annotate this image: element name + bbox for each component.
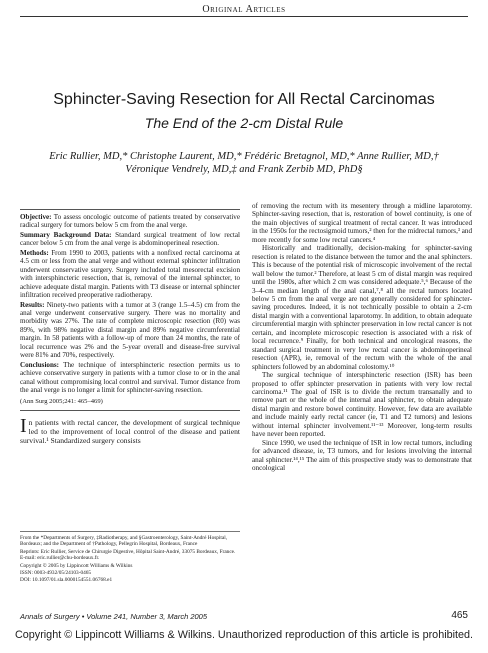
body-paragraph-1: of removing the rectum with its mesentery through a midline laparotomy. Sphincter-saving resection, that is, restoration of bowel continuity, is one of the main objectives of surgical treatment of rectal cancer. It was introduced in the 1950s for the rectosigmoid tumors,² then for the midrectal tumors,³ and more recently for some low rectal cancers.⁴ [252, 202, 472, 244]
footnotes [20, 531, 240, 585]
methods-text: From 1990 to 2003, patients with a nonfixed rectal carcinoma at 4.5 cm or less from the anal verge and without external sphincter infiltration underwent conservative surgery. Surgery included total mesorectal excision with intersphincteric resection, that is, removal of the internal sphincter, to achieve adequate distal margin. Patients with T3 disease or internal sphincter infiltration received preoperative radiotherapy. [20, 248, 240, 300]
footnote-affiliation: From the *Departments of Surgery, ‡Radiotherapy, and §Gastroenterology, Saint-André Hospital, Bordeaux; and the Department of †Pathology, Pellegrin Hospital, Bordeaux, France [20, 535, 228, 548]
journal-footer: Annals of Surgery • Volume 241, Number 3, March 2005 [20, 612, 208, 621]
methods-label: Methods: [20, 248, 49, 257]
results-label: Results: [20, 300, 45, 309]
footnote-copyright: Copyright © 2005 by Lippincott Williams & Wilkins [20, 562, 133, 569]
background-text: Standard surgical treatment of low rectal cancer below 5 cm from the anal verge is abdominoperineal resection. [20, 230, 240, 248]
abstract-conclusions [20, 361, 240, 395]
body-paragraph-3: The surgical technique of intersphincteric resection (ISR) has been proposed to offer sphincter preservation in patients with very low rectal carcinoma.¹¹ The goal of ISR is to divide the rectum transanally and to remove part or the whole of the internal anal sphincter, to obtain adequate distal margin and restore bowel continuity. However, few data are available and include mainly early rectal cancer (ie, T1 and T2 tumors) and lesions without internal sphincter involvement.¹¹⁻¹³ Moreover, long-term results have never been reported. [252, 371, 472, 439]
body-paragraph-4: Since 1990, we used the technique of ISR in low rectal tumors, including for advanced disease, ie, T3 tumors, and for lesions involving the internal anal sphincter.¹⁴,¹⁵ The aim of this prospective study was to demonstrate that oncological [252, 438, 472, 473]
header-rule [20, 16, 468, 17]
abstract-methods [20, 249, 240, 300]
abstract-objective [20, 213, 240, 230]
abstract-background [20, 231, 240, 248]
author-line-1: Eric Rullier, MD,* Christophe Laurent, MD,* Frédéric Bretagnol, MD,* Anne Rullier, MD,† [49, 151, 439, 162]
copyright-banner: Copyright © Lippincott Williams & Wilkins. Unauthorized reproduction of this article is prohibited. [14, 629, 474, 641]
abstract-citation: (Ann Surg 2005;241: 465–469) [20, 397, 103, 405]
author-list [0, 150, 488, 176]
footnote-issn: ISSN: 0003-4932/05/24103-0465 [20, 570, 92, 577]
author-line-2: Véronique Vendrely, MD,‡ and Frank Zerbib MD, PhD§ [125, 164, 363, 175]
article-title: Sphincter-Saving Resection for All Rectal Carcinomas [53, 91, 435, 108]
intro-paragraph [20, 414, 240, 445]
article-subtitle: The End of the 2-cm Distal Rule [144, 115, 344, 131]
background-label: Summary Background Data: [20, 230, 112, 239]
right-column [252, 202, 472, 473]
conclusions-label: Conclusions: [20, 360, 60, 369]
footnote-reprints: Reprints: Eric Rullier, Service de Chirurgie Digestive, Hôpital Saint-André, 33075 Bordeaux, France. E-mail: eric.rullier@chu-bordeaux.fr. [20, 548, 236, 562]
footnote-doi: DOI: 10.1097/01.sla.0000154551.06768.e1 [20, 577, 113, 584]
abstract-results [20, 301, 240, 360]
section-header: Original Articles [202, 4, 286, 15]
drop-cap: I [20, 414, 27, 437]
abstract [20, 209, 240, 411]
body-paragraph-2: Historically and traditionally, decision-making for sphincter-saving resection is related to the distance between the tumor and the anal sphincters. This is because of the potential risk of microscopic involvement of the rectal wall below the tumor.² Therefore, at least 5 cm of distal margin was required until the 1980s, after which 2 cm was considered adequate.⁵,⁶ Because of the 3–4-cm median length of the anal canal,⁷,⁸ all the rectal tumors located below 5 cm from the anal verge are not generally considered for sphincter-saving procedures. Indeed, it is not technically possible to obtain a 2-cm distal margin with a conventional laparotomy. In addition, to obtain adequate circumferential margin with sphincter preservation in low rectal cancer is not certain, and incomplete microscopic resection is associated with a risk of local recurrence.⁹ Finally, for both technical and oncological reasons, the standard surgical treatment in very low rectal cancer is abdominoperineal resection (APR), ie, removal of the rectum with the whole of the anal sphincters followed by an abdominal colostomy.¹⁰ [252, 244, 472, 371]
objective-text: To assess oncologic outcome of patients treated by conservative radical surgery for tumors below 5 cm from the anal verge. [20, 213, 240, 230]
intro-text: n patients with rectal cancer, the development of surgical technique led to the improvement of local control of the disease and patient survival.¹ Standardized surgery consists [20, 417, 240, 445]
page-number: 465 [451, 610, 468, 621]
objective-label: Objective: [20, 213, 52, 221]
results-text: Ninety-two patients with a tumor at 3 (range 1.5–4.5) cm from the anal verge underwent conservative surgery. There was no mortality and morbidity was 27%. The rate of complete microscopic resection (R0) was 89%, with 98% negative distal margin and 89% negative circumferential margin. In 58 patients with a follow-up of more than 24 months, the rate of local recurrence was 2% and the 5-year overall and disease-free survival were 81% and 70%, respectively. [20, 300, 240, 360]
conclusions-text: The technique of intersphincteric resection permits us to achieve conservative surgery in patients with a tumor close to or in the anal canal without compromising local control and survival. Tumor distance from the anal verge is no longer a limit for sphincter-saving resection. [20, 360, 240, 395]
left-column [20, 209, 240, 445]
